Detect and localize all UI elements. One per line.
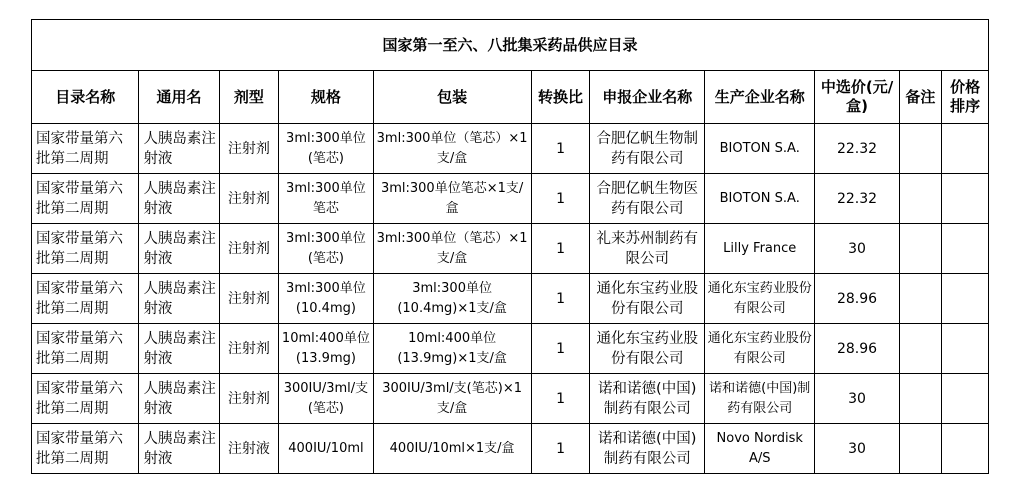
cell-rank — [942, 324, 989, 374]
header-generic: 通用名 — [139, 71, 219, 124]
cell-package: 10ml:400单位(13.9mg)×1支/盒 — [373, 324, 531, 374]
cell-generic: 人胰岛素注射液 — [139, 374, 219, 424]
cell-package: 3ml:300单位（笔芯）×1支/盒 — [373, 224, 531, 274]
cell-rank — [942, 424, 989, 474]
cell-note — [899, 124, 942, 174]
cell-catalog: 国家带量第六批第二周期 — [32, 224, 139, 274]
cell-rank — [942, 174, 989, 224]
cell-price: 30 — [815, 374, 899, 424]
cell-generic: 人胰岛素注射液 — [139, 274, 219, 324]
cell-note — [899, 424, 942, 474]
cell-note — [899, 324, 942, 374]
cell-form: 注射剂 — [219, 174, 279, 224]
header-ratio: 转换比 — [531, 71, 590, 124]
cell-package: 300IU/3ml/支(笔芯)×1支/盒 — [373, 374, 531, 424]
cell-manufacturer: Lilly France — [704, 224, 814, 274]
cell-catalog: 国家带量第六批第二周期 — [32, 124, 139, 174]
cell-manufacturer: 诺和诺德(中国)制药有限公司 — [704, 374, 814, 424]
header-package: 包装 — [373, 71, 531, 124]
cell-rank — [942, 124, 989, 174]
cell-rank — [942, 374, 989, 424]
header-applicant: 申报企业名称 — [590, 71, 705, 124]
cell-price: 30 — [815, 224, 899, 274]
cell-ratio: 1 — [531, 424, 590, 474]
header-price: 中选价(元/盒) — [815, 71, 899, 124]
cell-applicant: 诺和诺德(中国)制药有限公司 — [590, 374, 705, 424]
table-row — [32, 224, 989, 274]
cell-ratio: 1 — [531, 324, 590, 374]
header-manufacturer: 生产企业名称 — [704, 71, 814, 124]
cell-catalog: 国家带量第六批第二周期 — [32, 274, 139, 324]
cell-note — [899, 274, 942, 324]
cell-ratio: 1 — [531, 274, 590, 324]
header-spec: 规格 — [279, 71, 373, 124]
cell-catalog: 国家带量第六批第二周期 — [32, 174, 139, 224]
cell-applicant: 合肥亿帆生物制药有限公司 — [590, 124, 705, 174]
cell-applicant: 通化东宝药业股份有限公司 — [590, 324, 705, 374]
cell-applicant: 诺和诺德(中国)制药有限公司 — [590, 424, 705, 474]
cell-spec: 300IU/3ml/支(笔芯) — [279, 374, 373, 424]
cell-price: 28.96 — [815, 324, 899, 374]
cell-form: 注射液 — [219, 424, 279, 474]
table-row — [32, 274, 989, 324]
cell-package: 3ml:300单位笔芯×1支/盒 — [373, 174, 531, 224]
table-row — [32, 374, 989, 424]
cell-rank — [942, 224, 989, 274]
cell-generic: 人胰岛素注射液 — [139, 124, 219, 174]
cell-package: 3ml:300单位(10.4mg)×1支/盒 — [373, 274, 531, 324]
cell-spec: 3ml:300单位(笔芯) — [279, 124, 373, 174]
cell-rank — [942, 274, 989, 324]
cell-note — [899, 374, 942, 424]
cell-price: 22.32 — [815, 174, 899, 224]
cell-note — [899, 174, 942, 224]
cell-generic: 人胰岛素注射液 — [139, 424, 219, 474]
cell-applicant: 通化东宝药业股份有限公司 — [590, 274, 705, 324]
cell-price: 28.96 — [815, 274, 899, 324]
header-note: 备注 — [899, 71, 942, 124]
cell-form: 注射剂 — [219, 124, 279, 174]
drug-supply-table — [31, 19, 989, 474]
header-form: 剂型 — [219, 71, 279, 124]
cell-ratio: 1 — [531, 124, 590, 174]
cell-applicant: 合肥亿帆生物医药有限公司 — [590, 174, 705, 224]
cell-generic: 人胰岛素注射液 — [139, 324, 219, 374]
cell-spec: 10ml:400单位(13.9mg) — [279, 324, 373, 374]
cell-catalog: 国家带量第六批第二周期 — [32, 324, 139, 374]
cell-price: 22.32 — [815, 124, 899, 174]
cell-ratio: 1 — [531, 174, 590, 224]
cell-spec: 3ml:300单位(笔芯) — [279, 224, 373, 274]
cell-package: 3ml:300单位（笔芯）×1支/盒 — [373, 124, 531, 174]
cell-spec: 400IU/10ml — [279, 424, 373, 474]
header-row — [32, 71, 989, 124]
cell-form: 注射剂 — [219, 274, 279, 324]
cell-spec: 3ml:300单位(10.4mg) — [279, 274, 373, 324]
cell-manufacturer: BIOTON S.A. — [704, 174, 814, 224]
cell-manufacturer: 通化东宝药业股份有限公司 — [704, 324, 814, 374]
cell-form: 注射剂 — [219, 324, 279, 374]
cell-note — [899, 224, 942, 274]
cell-manufacturer: BIOTON S.A. — [704, 124, 814, 174]
table-row — [32, 424, 989, 474]
cell-ratio: 1 — [531, 374, 590, 424]
header-rank: 价格排序 — [942, 71, 989, 124]
cell-package: 400IU/10ml×1支/盒 — [373, 424, 531, 474]
table-row — [32, 324, 989, 374]
cell-generic: 人胰岛素注射液 — [139, 174, 219, 224]
table-title: 国家第一至六、八批集采药品供应目录 — [32, 20, 989, 71]
cell-catalog: 国家带量第六批第二周期 — [32, 374, 139, 424]
cell-manufacturer: 通化东宝药业股份有限公司 — [704, 274, 814, 324]
cell-generic: 人胰岛素注射液 — [139, 224, 219, 274]
cell-form: 注射剂 — [219, 224, 279, 274]
cell-price: 30 — [815, 424, 899, 474]
cell-spec: 3ml:300单位笔芯 — [279, 174, 373, 224]
cell-ratio: 1 — [531, 224, 590, 274]
cell-form: 注射剂 — [219, 374, 279, 424]
cell-catalog: 国家带量第六批第二周期 — [32, 424, 139, 474]
cell-manufacturer: Novo Nordisk A/S — [704, 424, 814, 474]
table-row — [32, 174, 989, 224]
table-row — [32, 124, 989, 174]
cell-applicant: 礼来苏州制药有限公司 — [590, 224, 705, 274]
header-catalog: 目录名称 — [32, 71, 139, 124]
